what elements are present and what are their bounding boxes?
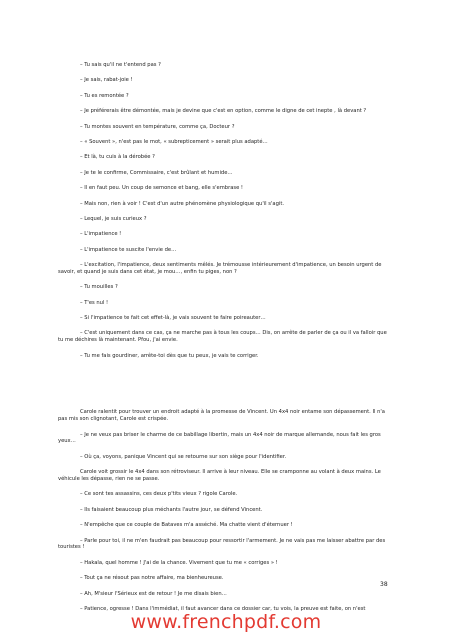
paragraph: – Ah, M'sieur l'Sérieux est de retour ! Je me disais bien… xyxy=(80,590,227,597)
page-number: 38 xyxy=(380,581,388,588)
paragraph: Carole ralentit pour trouver un endroit adapté à la promesse de Vincent. Un 4x4 noir entame son dépassement. Il n'a pas mis son clignotant, Carole est crispée. xyxy=(58,409,385,423)
paragraph: – « Souvent », n'est pas le mot, « subrepticement » serait plus adapté… xyxy=(80,138,268,145)
paragraph: Carole voit grossir le 4x4 dans son rétroviseur. Il arrive à leur niveau. Elle se cramponne au volant à deux mains. Le véhicule les dépasse, rien ne se passe. xyxy=(58,469,381,482)
paragraph: – Je ne veux pas briser le charme de ce babillage libertin, mais un 4x4 noir de marque allemande, nous fait les gros yeux… xyxy=(58,431,381,445)
paragraph: – Je te le confirme, Commissaire, c'est brûlant et humide… xyxy=(80,169,233,176)
paragraph: – Mais non, rien à voir ! C'est d'un autre phénomène physiologique qu'il s'agit. xyxy=(80,200,284,207)
section-break xyxy=(58,375,392,393)
paragraph: – N'empêche que ce couple de Bataves m'a asséché. Ma chatte vient d'éternuer ! xyxy=(80,522,293,529)
paragraph: – C'est uniquement dans ce cas, ça ne marche pas à tous les coups… Dis, on arrête de parler de ça ou il va falloir que tu me déchires là maintenant. Pfou, j'ai envie. xyxy=(58,330,387,344)
paragraph: – Ce sont tes assassins, ces deux p'tits vieux ? rigole Carole. xyxy=(80,491,238,498)
paragraph: – Si l'impatience te fait cet effet-là, je vais souvent te faire poireauter… xyxy=(80,315,266,322)
paragraph: – Lequel, je suis curieux ? xyxy=(80,215,147,222)
paragraph: – Et là, tu cuis à la dérobée ? xyxy=(80,154,155,161)
paragraph: – Tu sais qu'il ne t'entend pas ? xyxy=(80,62,161,68)
paragraph: – T'es nul ! xyxy=(80,299,109,306)
paragraph: – Où ça, voyons, panique Vincent qui se retourne sur son siège pour l'identifier. xyxy=(80,453,287,460)
paragraph: – Hakala, quel homme ! J'ai de la chance. Vivement que tu me « corriges » ! xyxy=(80,559,278,566)
paragraph: – Tu mouilles ? xyxy=(80,284,118,291)
paragraph: – Tu me fais gourdiner, arrête-toi dès que tu peux, je vais te corriger. xyxy=(80,352,259,359)
paragraph: – Je préférerais être démontée, mais je devine que c'est en option, comme le digne de cet inepte , là devant ? xyxy=(80,108,367,115)
paragraph: – Il en faut peu. Un coup de semonce et bang, elle s'embrase ! xyxy=(80,185,244,192)
paragraph: – L'impatience ! xyxy=(80,231,122,238)
paragraph: – L'impatience te suscite l'envie de… xyxy=(80,246,177,253)
watermark[interactable]: www.frenchpdf.com xyxy=(130,611,322,633)
paragraph: – Ils faisaient beaucoup plus méchants l'autre jour, se défend Vincent. xyxy=(80,506,263,513)
paragraph: – Je sais, rabat-joie ! xyxy=(80,77,133,84)
paragraph: – L'excitation, l'impatience, deux sentiments mêlés. Je trémousse intérieurement d'impatience, un besoin urgent de savoir, et quand je suis dans cet état, je mou…, enfin tu piges, non ? xyxy=(58,262,382,275)
paragraph: – Tu es remontée ? xyxy=(80,92,129,99)
paragraph: – Tout ça ne résout pas notre affaire, ma bienheureuse. xyxy=(80,575,224,582)
paragraph: – Patience, ogresse ! Dans l'immédiat, il faut avancer dans ce dossier car, tu vois, la preuve est faite, on n'est xyxy=(80,605,366,612)
paragraph: – Tu montes souvent en température, comme ça, Docteur ? xyxy=(80,123,235,130)
paragraph: – Parle pour toi, il ne m'en faudrait pas beaucoup pour ressortir l'armement. Je ne vais pas me laisser abattre par des touristes ! xyxy=(58,537,386,551)
body-text xyxy=(58,62,392,621)
